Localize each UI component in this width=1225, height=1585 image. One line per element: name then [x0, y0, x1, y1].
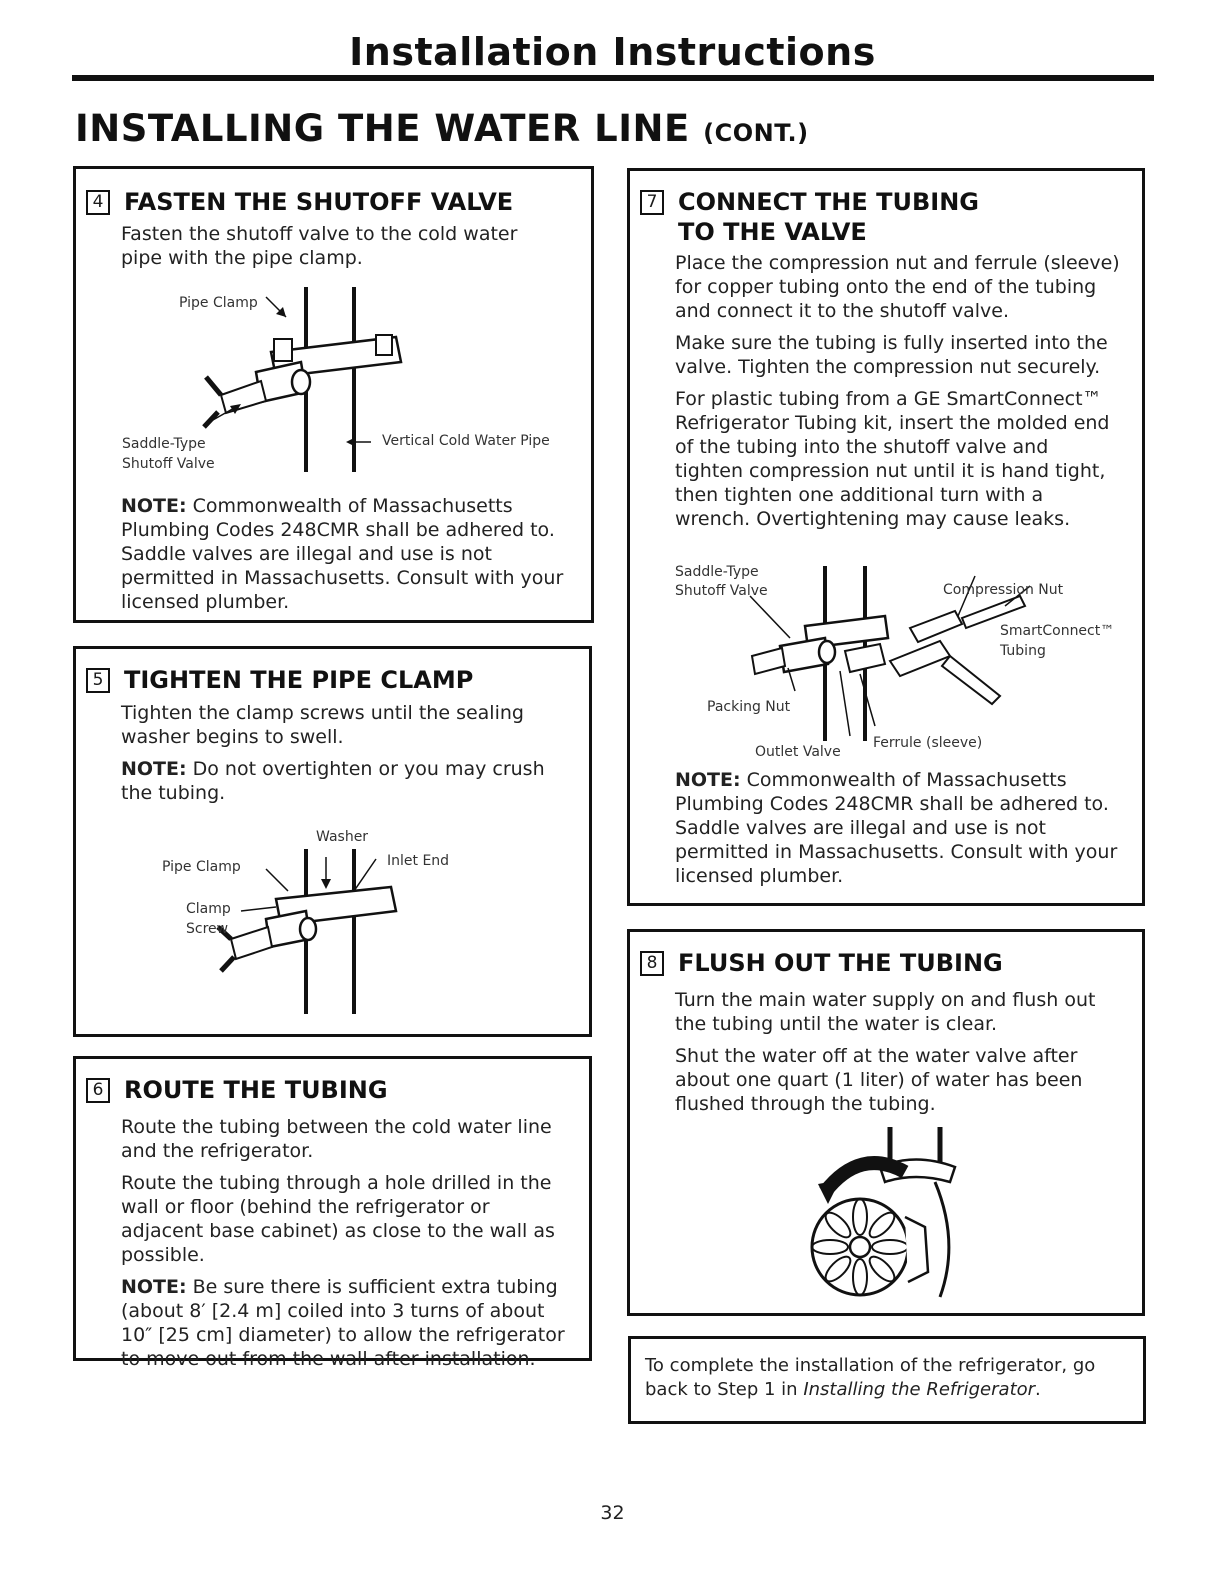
step-4-note-text: Commonwealth of Massachusetts Plumbing Codes 248CMR shall be adhered to. Saddle valves are illegal and use is not permitted in Massachusetts. Consult with your licensed plumber. [121, 495, 564, 613]
step-7-heading [640, 187, 979, 247]
footer-note-link-text: Installing the Refrigerator [803, 1379, 1036, 1400]
step-5-box [73, 646, 592, 1037]
step-7-label-compression-nut: Compression Nut [943, 582, 1064, 598]
footer-note-period: . [1035, 1379, 1041, 1400]
section-title [75, 107, 809, 150]
step-5-label-washer: Washer [316, 829, 369, 845]
step-6-body [121, 1115, 571, 1379]
step-4-label-vertical-pipe: Vertical Cold Water Pipe [382, 433, 550, 449]
step-6-number: 6 [86, 1078, 110, 1103]
step-6-paragraph-2: Route the tubing through a hole drilled in the wall or floor (behind the refrigerator or adjacent base cabinet) as close to the wall as possible. [121, 1172, 555, 1266]
page-header-title: Installation Instructions [349, 30, 876, 74]
step-8-paragraph-1: Turn the main water supply on and flush out the tubing until the water is clear. [675, 989, 1096, 1035]
step-8-number: 8 [640, 951, 664, 976]
step-7-label-packing-nut: Packing Nut [707, 699, 791, 715]
step-5-label-inlet-end: Inlet End [387, 853, 450, 869]
step-5-note [121, 757, 551, 805]
step-8-heading [640, 948, 1003, 978]
step-7-label-tubing: Tubing [1000, 643, 1046, 659]
step-5-number: 5 [86, 668, 110, 693]
step-7-note [675, 768, 1135, 888]
step-5-label-screw: Screw [186, 921, 229, 937]
step-6-title: ROUTE THE TUBING [124, 1076, 388, 1104]
step-7-paragraph-2: Make sure the tubing is fully inserted into the valve. Tighten the compression nut securely. [675, 332, 1108, 378]
step-5-note-label: NOTE: [121, 758, 187, 780]
step-7-title-line-1: CONNECT THE TUBING [678, 188, 979, 216]
step-6-paragraph-1: Route the tubing between the cold water line and the refrigerator. [121, 1116, 552, 1162]
step-7-paragraph-3: For plastic tubing from a GE SmartConnect™ Refrigerator Tubing kit, insert the molded end of the tubing into the shutoff valve and tighten compression nut until it is hand tight, then tighten one additional turn with a wrench. Overtightening may cause leaks. [675, 388, 1110, 530]
step-7-label-saddle-type: Saddle-Type [675, 564, 759, 580]
step-7-body [675, 251, 1120, 539]
step-6-note-label: NOTE: [121, 1276, 187, 1298]
step-4-note [121, 494, 581, 614]
step-7-note-label: NOTE: [675, 769, 741, 791]
step-5-heading [86, 665, 473, 695]
step-8-paragraph-2: Shut the water off at the water valve after about one quart (1 liter) of water has been flushed through the tubing. [675, 1045, 1083, 1115]
step-4-label-shutoff-valve: Shutoff Valve [122, 456, 215, 472]
step-4-label-saddle-type: Saddle-Type [122, 436, 206, 452]
step-7-note-text: Commonwealth of Massachusetts Plumbing Codes 248CMR shall be adhered to. Saddle valves are illegal and use is not permitted in Massachusetts. Consult with your licensed plumber. [675, 769, 1118, 887]
step-4-title: FASTEN THE SHUTOFF VALVE [124, 188, 514, 216]
step-5-body-text: Tighten the clamp screws until the sealing washer begins to swell. [121, 702, 524, 748]
page-number: 32 [600, 1502, 625, 1524]
section-title-text: INSTALLING THE WATER LINE [75, 107, 690, 150]
step-8-box [627, 929, 1145, 1316]
step-7-paragraph-1: Place the compression nut and ferrule (sleeve) for copper tubing onto the end of the tubing and connect it to the shutoff valve. [675, 252, 1120, 322]
step-6-box [73, 1056, 592, 1370]
step-5-clamp-illustration [206, 839, 506, 1019]
step-7-title-line-2: TO THE VALVE [678, 218, 867, 246]
step-7-label-ferrule: Ferrule (sleeve) [873, 735, 983, 751]
step-7-title [678, 187, 979, 247]
step-7-label-shutoff-valve: Shutoff Valve [675, 583, 768, 599]
step-7-label-outlet-valve: Outlet Valve [755, 744, 841, 760]
step-4-note-label: NOTE: [121, 495, 187, 517]
step-4-box [73, 166, 594, 623]
step-7-box [627, 168, 1145, 906]
step-5-body [121, 701, 551, 813]
step-6-note [121, 1275, 571, 1371]
step-5-label-clamp: Clamp [186, 901, 231, 917]
step-7-number: 7 [640, 190, 664, 215]
step-4-heading [86, 187, 513, 217]
step-4-number: 4 [86, 190, 110, 215]
footer-note-box [628, 1336, 1146, 1424]
section-title-suffix: (CONT.) [703, 119, 809, 147]
step-7-label-smartconnect: SmartConnect™ [1000, 623, 1115, 639]
step-4-body: Fasten the shutoff valve to the cold water pipe with the pipe clamp. [121, 223, 518, 269]
step-5-note-text: Do not overtighten or you may crush the tubing. [121, 758, 545, 804]
step-8-shutoff-knob-illustration [800, 1122, 980, 1307]
footer-note [645, 1354, 1135, 1402]
step-6-heading [86, 1075, 388, 1105]
step-5-label-pipe-clamp: Pipe Clamp [162, 859, 241, 875]
step-8-body [675, 988, 1105, 1124]
header-rule [72, 75, 1154, 81]
step-6-note-text: Be sure there is sufficient extra tubing (about 8′ [2.4 m] coiled into 3 turns of about 10″ [25 cm] diameter) to allow the refrigerator to move out from the wall after installation. [121, 1276, 565, 1370]
step-4-label-pipe-clamp: Pipe Clamp [179, 295, 258, 311]
footer-note-text: To complete the installation of the refrigerator, go back to Step 1 in [645, 1355, 1096, 1400]
step-8-title: FLUSH OUT THE TUBING [678, 949, 1003, 977]
step-5-title: TIGHTEN THE PIPE CLAMP [124, 666, 474, 694]
